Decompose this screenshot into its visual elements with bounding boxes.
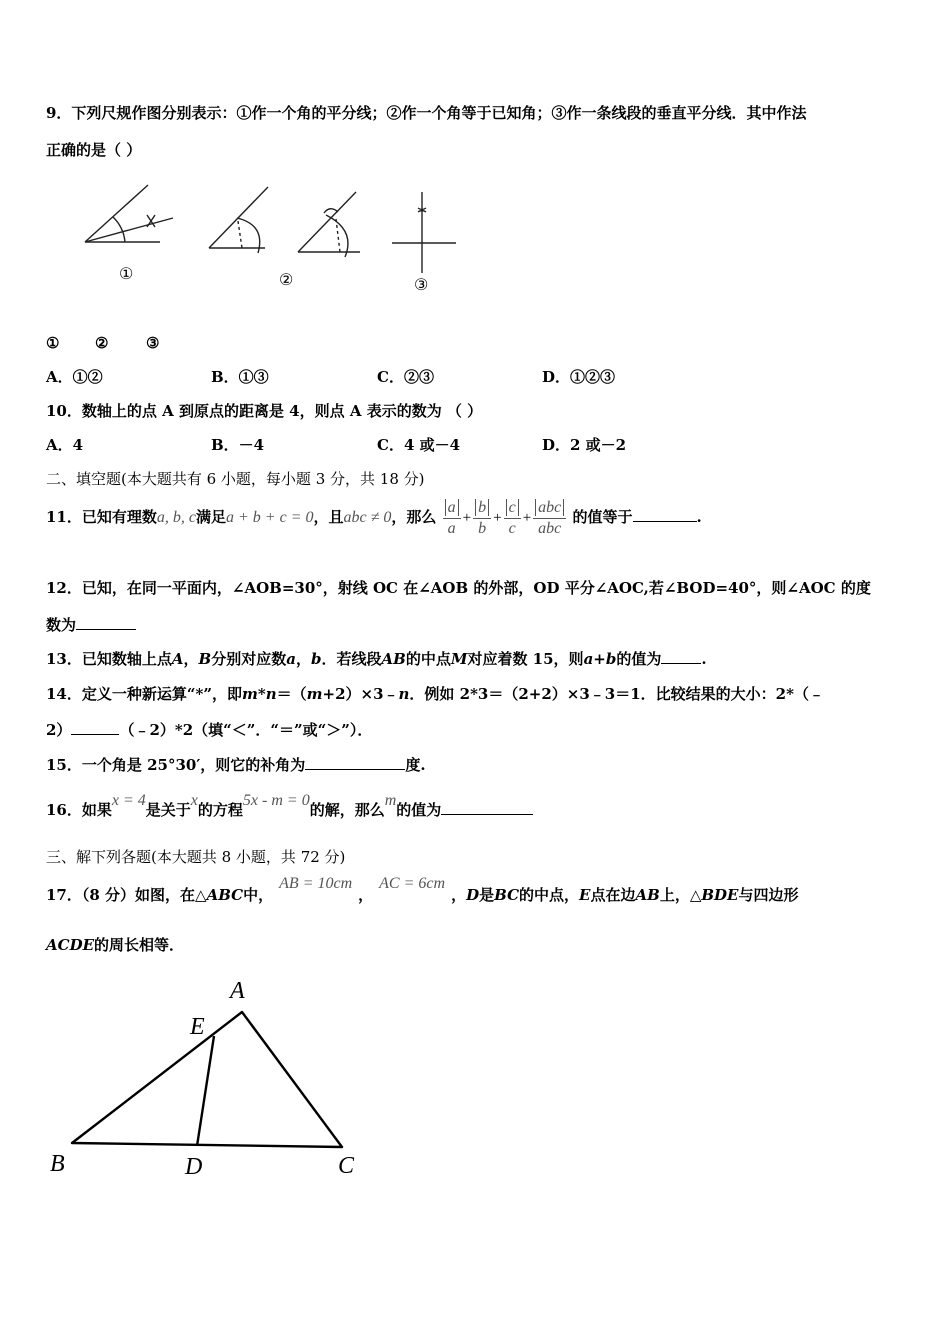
figure-copy-angle-right: [298, 192, 360, 257]
section-3-heading: 三、解下列各题(本大题共 8 小题，共 72 分): [46, 848, 346, 866]
q10-option-c[interactable]: C．4 或－4: [377, 436, 461, 454]
label-a: A: [230, 978, 245, 1004]
figure-copy-angle-left: [209, 187, 268, 253]
q11-fraction-c: $\frac{c}{c}$: [504, 498, 521, 539]
q14-answer-blank[interactable]: [71, 720, 119, 735]
q11-eq2: abc ≠ 0: [343, 509, 392, 526]
q9-option-a[interactable]: A．①②: [46, 368, 103, 386]
q9-option-b[interactable]: B．①③: [211, 368, 269, 386]
q11-mid1: 满足: [195, 508, 226, 526]
q10-text: 10．数轴上的点 A 到原点的距离是 4，则点 A 表示的数为 （ ）: [46, 402, 483, 420]
q17-line2: ACDE的周长相等．: [46, 936, 185, 954]
q9-option-d[interactable]: D．①②③: [542, 368, 616, 386]
q11-fraction-a: $\frac{a}{a}$: [443, 498, 461, 539]
q14-line2: 2） （﹣2）*2（填“＜”．“＝”或“＞”）．: [46, 721, 373, 739]
label-d: D: [185, 1154, 203, 1180]
q12-line2: 数为: [46, 615, 136, 635]
q9-line1: 9．下列尺规作图分别表示：①作一个角的平分线；②作一个角等于已知角；③作一条线段的垂直平分线．其中作法: [46, 104, 807, 122]
q10-option-d[interactable]: D．2 或－2: [542, 436, 627, 454]
label-c: C: [338, 1153, 355, 1179]
q14-line1: 14．定义一种新运算“*”，即m*n＝（m+2）×3﹣n．例如 2*3＝（2+2）×3﹣3＝1．比较结果的大小：2*（﹣: [46, 685, 824, 703]
fig-label-3: ③: [414, 277, 429, 294]
q12-line1: 12．已知，在同一平面内，∠AOB=30°，射线 OC 在∠AOB 的外部，OD 平分∠AOC,若∠BOD=40°，则∠AOC 的度: [46, 579, 871, 597]
q11: 11．已知有理数a, b, c满足a + b + c = 0，且abc ≠ 0，那么 $\frac{a}{a}$ + $\frac{b}{b}$ + $\frac{c}{c}$ + $\frac{\text{abc}}{\text{abc}}$ 的值等于 .: [46, 498, 702, 537]
q11-eq1: a + b + c = 0: [226, 509, 314, 526]
label-b: B: [50, 1151, 65, 1177]
q11-mid2: ，且: [313, 508, 344, 526]
q10-option-a[interactable]: A．4: [46, 436, 84, 454]
q9-line2: 正确的是（ ）: [46, 141, 142, 159]
q11-vars: a, b, c: [156, 509, 196, 526]
fig-label-1: ①: [119, 266, 134, 283]
segment-de: [197, 1036, 214, 1146]
q11-suffix: 的值等于: [572, 508, 633, 526]
q12-answer-blank[interactable]: [76, 615, 136, 630]
q13-answer-blank[interactable]: [661, 649, 701, 664]
q11-mid3: ，那么: [391, 508, 437, 526]
q17-triangle-figure: [40, 970, 380, 1190]
q11-fraction-abc: $\frac{\text{abc}}{\text{abc}}$: [533, 498, 566, 539]
q16-answer-blank[interactable]: [441, 800, 533, 815]
q15-answer-blank[interactable]: [305, 755, 405, 770]
q11-end: .: [696, 508, 702, 526]
label-e: E: [190, 1014, 205, 1040]
figure-perpendicular-bisector: [392, 192, 456, 273]
q11-fraction-b: $\frac{b}{b}$: [473, 498, 491, 539]
figure-angle-bisector: [85, 185, 173, 242]
q15: 15．一个角是 25°30′，则它的补角为 度.: [46, 756, 426, 774]
q9-circle-2: ②: [95, 334, 109, 352]
q9-circle-3: ③: [146, 334, 160, 352]
q17-line1: 17．（8 分）如图，在△ABC中，AB = 10cm，AC = 6cm，D是BC的中点，E点在边AB上，△BDE与四边形: [46, 875, 799, 904]
q9-construction-figures: [0, 175, 480, 300]
q11-prefix: 11．已知有理数: [46, 508, 157, 526]
q13: 13．已知数轴上点A，B分别对应数a，b．若线段AB的中点M对应着数 15，则a+b的值为 .: [46, 650, 707, 668]
q11-answer-blank[interactable]: [633, 507, 697, 522]
q10-option-b[interactable]: B．－4: [211, 436, 265, 454]
q9-option-c[interactable]: C．②③: [377, 368, 434, 386]
section-2-heading: 二、填空题(本大题共有 6 小题，每小题 3 分，共 18 分): [46, 470, 425, 488]
q9-circle-1: ①: [46, 334, 60, 352]
fig-label-2: ②: [279, 272, 294, 289]
q16: 16．如果x = 4是关于x的方程5x - m = 0的解，那么m的值为: [46, 800, 533, 821]
